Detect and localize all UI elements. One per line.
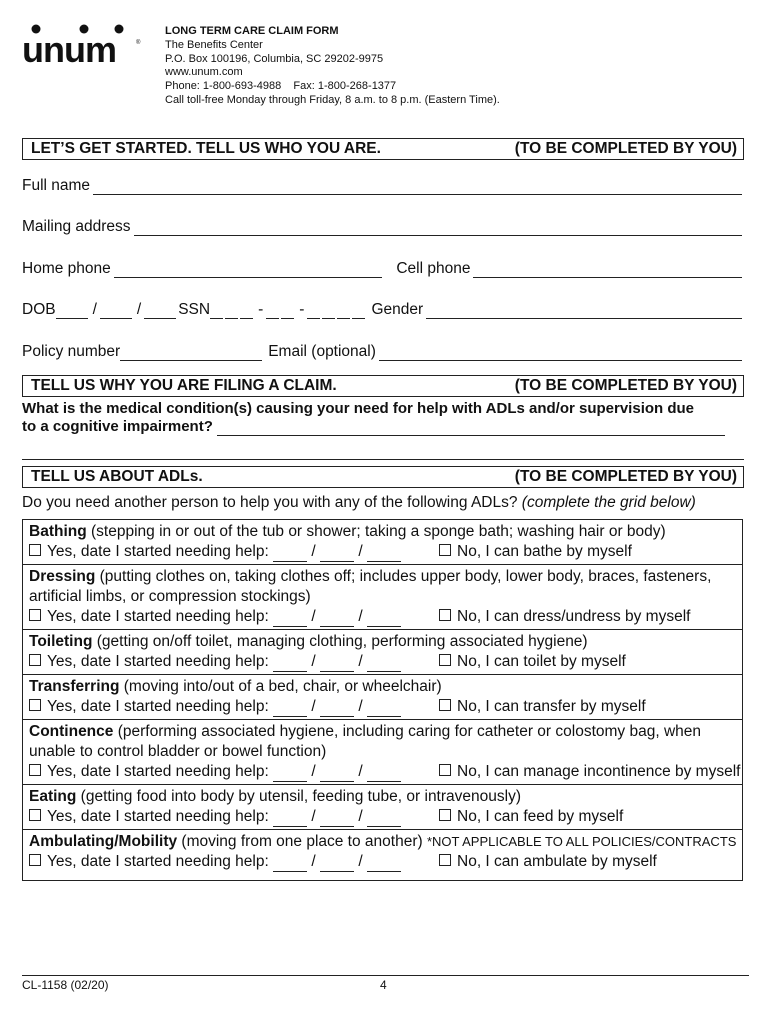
section-title: TELL US WHY YOU ARE FILING A CLAIM. [31,377,337,394]
no-label: No, I can transfer by myself [457,698,646,715]
cell-phone-label: Cell phone [396,260,471,277]
date-separator: / [311,543,316,560]
section-filing-reason-header [22,375,744,397]
start-day-field[interactable] [320,547,354,562]
adl-question-hint: (complete the grid below) [521,494,696,511]
date-separator: / [358,808,363,825]
dob-separator: / [136,301,142,318]
full-name-field[interactable] [93,179,742,195]
adl-name: Toileting [29,633,93,650]
adl-no-option [439,807,623,827]
date-separator: / [311,698,316,715]
start-month-field[interactable] [273,547,307,562]
phone-row [22,258,744,278]
ssn-digit-field[interactable] [225,303,238,319]
mailing-address-label: Mailing address [22,218,131,235]
section-title: TELL US ABOUT ADLs. [31,468,203,485]
yes-checkbox[interactable] [29,809,41,821]
adl-description: (moving from one place to another) [177,833,427,850]
yes-checkbox[interactable] [29,854,41,866]
adl-name: Ambulating/Mobility [29,833,178,850]
dob-label: DOB [22,301,56,318]
no-checkbox[interactable] [439,654,451,666]
date-separator: / [358,853,363,870]
adl-no-option [439,542,632,562]
adl-question-text: Do you need another person to help you with any of the following ADLs? [22,494,518,511]
start-year-field[interactable] [367,702,401,717]
no-label: No, I can toilet by myself [457,653,626,670]
org-phone-fax: Phone: 1-800-693-4988 Fax: 1-800-268-1377 [165,80,397,92]
adl-row [23,830,742,880]
svg-text:®: ® [136,40,141,46]
start-day-field[interactable] [320,657,354,672]
no-checkbox[interactable] [439,544,451,556]
start-month-field[interactable] [273,657,307,672]
no-label: No, I can feed by myself [457,808,624,825]
adl-yes-option [29,807,439,827]
adl-description: (moving into/out of a bed, chair, or wheelchair) [119,678,442,695]
start-month-field[interactable] [273,857,307,872]
start-month-field[interactable] [273,702,307,717]
adl-row [23,630,742,675]
policy-email-row [22,341,744,361]
adl-description: (putting clothes on, taking clothes off; includes upper body, lower body, braces, fasteners, artificial limbs, or compression stockings) [29,568,712,605]
yes-label: Yes, date I started needing help: [47,853,269,870]
start-year-field[interactable] [367,657,401,672]
adl-description: (getting on/off toilet, managing clothing, performing associated hygiene) [92,633,588,650]
date-separator: / [358,653,363,670]
adl-row [23,520,742,565]
email-field[interactable] [379,345,742,361]
adl-row [23,720,742,785]
yes-checkbox[interactable] [29,609,41,621]
logo-wordmark: unum [22,29,116,66]
adl-name: Eating [29,788,77,805]
start-day-field[interactable] [320,702,354,717]
dob-month-field[interactable] [56,303,88,319]
start-year-field[interactable] [367,857,401,872]
org-address: P.O. Box 100196, Columbia, SC 29202-9975 [165,53,384,65]
footer-rule [22,975,749,976]
no-checkbox[interactable] [439,699,451,711]
start-year-field[interactable] [367,812,401,827]
org-name: The Benefits Center [165,39,263,51]
ssn-separator: - [299,301,305,318]
date-separator: / [311,653,316,670]
no-checkbox[interactable] [439,854,451,866]
unum-logo [22,22,147,66]
date-separator: / [311,608,316,625]
yes-label: Yes, date I started needing help: [47,698,269,715]
adl-description: (performing associated hygiene, including caring for catheter or colostomy bag, when unable to control bladder or bowel function) [29,723,701,760]
date-separator: / [358,543,363,560]
no-checkbox[interactable] [439,809,451,821]
start-day-field[interactable] [320,767,354,782]
no-label: No, I can ambulate by myself [457,853,657,870]
no-checkbox[interactable] [439,609,451,621]
ssn-digit-field[interactable] [281,303,294,319]
date-separator: / [311,808,316,825]
dob-ssn-gender-row [22,299,744,319]
cell-phone-field[interactable] [473,262,742,278]
adl-yes-option [29,652,439,672]
policy-number-label: Policy number [22,343,121,360]
ssn-label: SSN [178,301,211,318]
dob-year-field[interactable] [144,303,176,319]
home-phone-field[interactable] [114,262,383,278]
full-name-row [22,175,744,195]
home-phone-label: Home phone [22,260,111,277]
start-month-field[interactable] [273,767,307,782]
adl-yes-option [29,697,439,717]
start-year-field[interactable] [367,612,401,627]
form-title: LONG TERM CARE CLAIM FORM [165,25,339,37]
section-note: (TO BE COMPLETED BY YOU) [514,377,737,394]
adl-no-option [439,852,657,872]
medical-condition-field-continued[interactable] [22,458,744,460]
dob-separator: / [92,301,97,318]
start-year-field[interactable] [367,767,401,782]
adl-yes-option [29,607,439,627]
adl-yes-option [29,762,439,782]
date-separator: / [358,608,363,625]
start-day-field[interactable] [320,812,354,827]
yes-checkbox[interactable] [29,654,41,666]
medical-condition-field[interactable] [217,421,725,436]
adl-applicability-note: *NOT APPLICABLE TO ALL POLICIES/CONTRACTS [426,834,737,849]
adl-no-option [439,697,646,717]
ssn-separator: - [258,301,264,318]
mailing-address-row [22,216,744,236]
email-label: Email (optional) [268,343,376,360]
start-month-field[interactable] [273,812,307,827]
adl-no-option [439,652,626,672]
adl-row [23,565,742,630]
yes-label: Yes, date I started needing help: [47,653,269,670]
adl-name: Continence [29,723,114,740]
no-label: No, I can dress/undress by myself [457,608,691,625]
page-number: 4 [380,978,387,992]
dob-day-field[interactable] [100,303,132,319]
date-separator: / [311,763,316,780]
section-title: LET’S GET STARTED. TELL US WHO YOU ARE. [31,140,381,157]
ssn-digit-field[interactable] [337,303,350,319]
no-label: No, I can manage incontinence by myself [457,763,741,780]
adl-no-option [439,607,690,627]
adl-description: (stepping in or out of the tub or shower; taking a sponge bath; washing hair or body) [86,523,666,540]
no-label: No, I can bathe by myself [457,543,632,560]
gender-label: Gender [371,301,424,318]
date-separator: / [311,853,316,870]
org-website[interactable]: www.unum.com [165,66,243,78]
ssn-digit-field[interactable] [240,303,253,319]
adl-row [23,675,742,720]
yes-checkbox[interactable] [29,764,41,776]
gender-field[interactable] [426,303,742,319]
yes-label: Yes, date I started needing help: [47,763,269,780]
org-hours: Call toll-free Monday through Friday, 8 a.m. to 8 p.m. (Eastern Time). [165,94,500,106]
adl-yes-option [29,542,439,562]
form-code: CL-1158 (02/20) [22,978,109,992]
yes-label: Yes, date I started needing help: [47,808,269,825]
adl-no-option [439,762,740,782]
start-year-field[interactable] [367,547,401,562]
ssn-digit-field[interactable] [307,303,320,319]
section-who-you-are-header [22,138,744,160]
date-separator: / [358,698,363,715]
adl-name: Bathing [29,523,87,540]
adl-question [22,494,696,512]
ssn-digit-field[interactable] [322,303,335,319]
start-month-field[interactable] [273,612,307,627]
date-separator: / [358,763,363,780]
yes-checkbox[interactable] [29,699,41,711]
yes-label: Yes, date I started needing help: [47,543,269,560]
section-note: (TO BE COMPLETED BY YOU) [514,468,737,485]
yes-label: Yes, date I started needing help: [47,608,269,625]
ssn-digit-field[interactable] [210,303,223,319]
section-adls-header [22,466,744,488]
adl-name: Transferring [29,678,120,695]
section-note: (TO BE COMPLETED BY YOU) [514,140,737,157]
full-name-label: Full name [22,177,91,194]
yes-checkbox[interactable] [29,544,41,556]
start-day-field[interactable] [320,612,354,627]
adl-name: Dressing [29,568,96,585]
adl-row [23,785,742,830]
mailing-address-field[interactable] [134,220,742,236]
policy-number-field[interactable] [120,345,262,361]
adl-grid [22,519,743,881]
medical-condition-question [22,400,744,436]
adl-yes-option [29,852,439,872]
ssn-digit-field[interactable] [352,303,365,319]
ssn-digit-field[interactable] [266,303,279,319]
question-line: to a cognitive impairment? [22,418,213,435]
question-line: What is the medical condition(s) causing your need for help with ADLs and/or supervision due [22,400,695,417]
adl-description: (getting food into body by utensil, feeding tube, or intravenously) [76,788,521,805]
no-checkbox[interactable] [439,764,451,776]
start-day-field[interactable] [320,857,354,872]
